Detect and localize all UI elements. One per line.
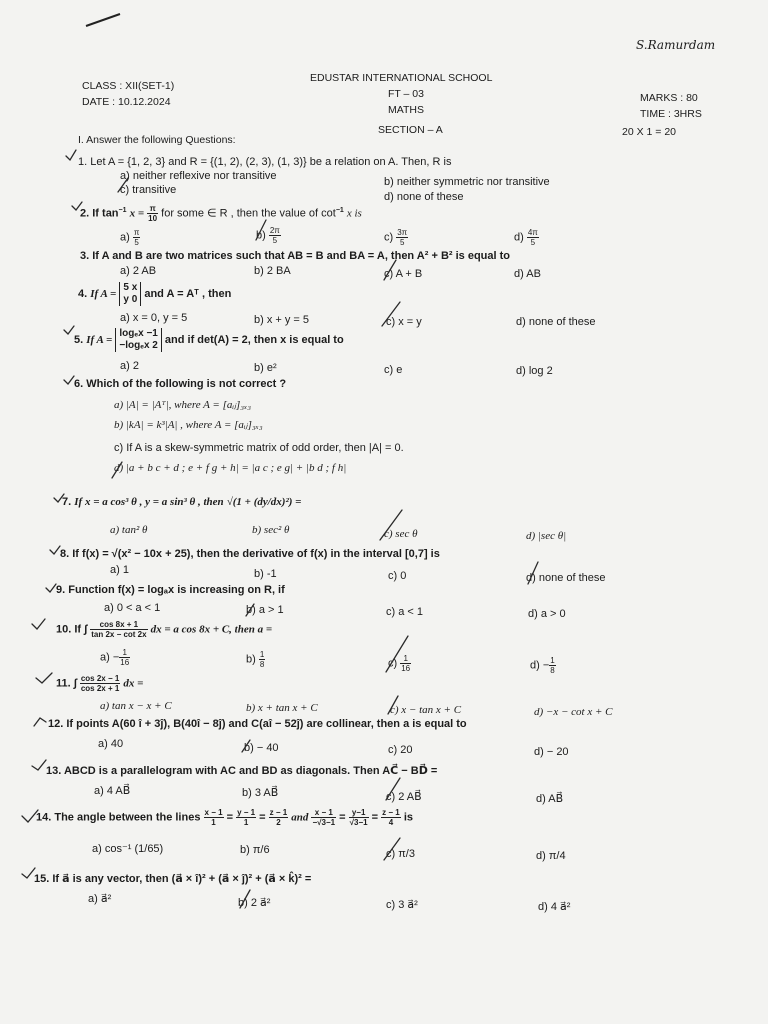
question-text-part: x is (346, 207, 362, 220)
option-d: d) $\frac{4\pi}{5}$ (514, 228, 538, 247)
question-number: 8. (60, 548, 70, 560)
fraction: $\frac{\pi}{10}$ (148, 204, 158, 223)
question-text: If a⃗ is any vector, then (a⃗ × î)² + (a⃗ × ĵ)² + (a⃗ × k̂)² = (52, 873, 312, 885)
option-c: c) $\frac{3\pi}{5}$ (384, 228, 408, 247)
option-c: c) x − tan x + C (390, 704, 462, 716)
answer-mark-q4 (382, 302, 400, 326)
question-text-part: The angle between the lines (54, 811, 201, 824)
question-text-part: If x = a cos³ θ , y = a sin³ θ , then (74, 496, 224, 508)
option-a: a) 1 (110, 564, 129, 576)
question-text-part: ∫ (73, 677, 77, 690)
question-text: If f(x) = √(x² − 10x + 25), then the derivative of f(x) in the interval [0,7] is (72, 548, 440, 560)
tick-mark-q11 (36, 673, 52, 683)
option-d: d) none of these (526, 572, 606, 584)
answer-mark-q13 (386, 778, 400, 800)
question-text-part: and A = Aᵀ , then (144, 287, 232, 300)
option-c: c) e (384, 364, 403, 376)
answer-mark-q3 (384, 260, 396, 280)
answer-mark-q15 (240, 890, 250, 908)
question-number: 2. (80, 207, 90, 220)
tick-mark-q15 (22, 868, 35, 878)
answer-mark-q11 (388, 696, 398, 714)
answer-mark-q2 (256, 220, 266, 240)
option-c: c) sec θ (384, 528, 418, 540)
answer-mark-q9 (246, 604, 254, 616)
option-a: a) 0 < a < 1 (104, 602, 161, 614)
option-c: c) π/3 (386, 848, 415, 860)
fraction: $\frac{\cos 2x - 1}{\cos 2x + 1}$ (80, 674, 120, 693)
question-number: 3. (80, 250, 90, 262)
option-d: d) − 20 (534, 746, 569, 758)
question-number: 7. (62, 496, 72, 508)
option-a: a) 40 (98, 738, 124, 750)
option-a: a) x = 0, y = 5 (120, 312, 188, 324)
option-b: b) neither symmetric nor transitive (384, 176, 550, 188)
option-a: a) tan² θ (110, 524, 148, 536)
question-14: 14. The angle between the lines $\frac{x - 1}{1}$ = $\frac{y - 1}{1}$ = $\frac{z - 1}{2}$ and $\frac{x - 1}{-√3-1}$ = $\frac{y-1}{√3-1}$ = $\frac{z - 1}{4}$ is (36, 808, 413, 827)
question-number: 5. (74, 333, 84, 346)
school-name: EDUSTAR INTERNATIONAL SCHOOL (310, 72, 493, 84)
question-number: 6. (74, 378, 84, 390)
option-c: c) If A is a skew-symmetric matrix of odd order, then |A| = 0. (114, 442, 404, 454)
superscript: −1 (335, 206, 344, 214)
option-d: d) none of these (384, 191, 464, 203)
tick-mark-q10 (32, 619, 45, 629)
option-d: d) AB⃗ (536, 793, 564, 805)
matrix: 5 x y 0 (119, 282, 141, 306)
tick-mark-q8 (50, 546, 60, 554)
option-c: c) x = y (386, 316, 422, 328)
tick-mark-q14 (22, 810, 38, 822)
option-c: c) 2 AB⃗ (386, 791, 422, 803)
question-number: 13. (46, 765, 62, 777)
answer-mark-q1 (118, 178, 128, 192)
option-b: b) x + y = 5 (254, 314, 310, 326)
matrix: logₑx −1 −logₑx 2 (115, 328, 162, 352)
question-text: If A and B are two matrices such that AB = B and BA = A, then A² + B² is equal to (92, 250, 511, 262)
exam-code: FT – 03 (388, 88, 424, 100)
option-c: c) A + B (384, 268, 423, 280)
option-b: b) x + tan x + C (246, 702, 318, 714)
question-text-part: for some ∈ R , then the value of cot (161, 207, 336, 220)
option-c: c) a < 1 (386, 606, 423, 618)
time-label: TIME : 3HRS (640, 108, 702, 120)
option-b: b) 2 BA (254, 265, 291, 277)
option-b: b) $\frac{2\pi}{5}$ (256, 226, 280, 245)
question-text-part: and (291, 811, 309, 824)
marks-label: MARKS : 80 (640, 92, 698, 104)
option-b: b) 3 AB⃗ (242, 787, 279, 799)
option-b: b) a > 1 (246, 604, 284, 616)
question-text-part: is (403, 811, 413, 824)
question-text: Let A = {1, 2, 3} and R = {(1, 2), (2, 3), (1, 3)} be a relation on A. Then, R is (90, 156, 452, 168)
option-b: b) π/6 (240, 844, 270, 856)
question-text-part: If ∫ (74, 623, 88, 636)
tick-mark-q9 (46, 584, 56, 592)
option-d: d) − $\frac{1}{8}$ (530, 656, 555, 675)
option-b: b) |kA| = k³|A| , where A = [aᵢⱼ]₃ₓ₃ (114, 419, 263, 431)
option-b: b) − 40 (244, 742, 279, 754)
subject: MATHS (388, 104, 424, 116)
option-b: b) e² (254, 362, 277, 374)
question-number: 10. (56, 623, 72, 636)
question-text: Function f(x) = logₐx is increasing on R, if (68, 584, 285, 596)
section-title: SECTION – A (378, 124, 443, 136)
tick-mark-q7 (54, 494, 64, 502)
tick-mark-q12 (34, 718, 46, 726)
question-text: If points A(60 î + 3ĵ), B(40î − 8ĵ) and C(aî − 52ĵ) are collinear, then a is equal to (66, 718, 467, 730)
section-marks: 20 X 1 = 20 (622, 126, 677, 138)
option-c: c) 3 a⃗² (386, 899, 418, 911)
question-number: 4. (78, 287, 88, 300)
option-d: d) |a + b c + d ; e + f g + h| = |a c ; e g| + |b d ; f h| (114, 462, 347, 474)
option-d: d) π/4 (536, 850, 566, 862)
tick-mark-q1 (66, 150, 76, 160)
option-c: c) $\frac{1}{16}$ (388, 654, 411, 673)
question-text: Which of the following is not correct ? (86, 378, 287, 390)
teacher-signature: S.Ramurdam (636, 38, 716, 52)
question-text-part: and if det(A) = 2, then x is equal to (164, 333, 344, 346)
option-a: a) neither reflexive nor transitive (120, 170, 277, 182)
answer-mark-q14 (384, 838, 400, 860)
answer-mark-q10 (386, 636, 408, 672)
tick-mark-q2 (72, 202, 82, 210)
option-a: a) |A| = |Aᵀ|, where A = [aᵢⱼ]₃ₓ₃ (114, 399, 252, 411)
option-c: c) 0 (388, 570, 407, 582)
question-text-part: x = (129, 207, 145, 220)
option-a: a) tan x − x + C (100, 700, 172, 712)
option-d: d) a > 0 (528, 608, 566, 620)
option-a: a) a⃗² (88, 893, 112, 905)
question-number: 9. (56, 584, 66, 596)
option-a: a) 2 AB (120, 265, 157, 277)
option-b: b) sec² θ (252, 524, 290, 536)
tick-mark-q5 (64, 326, 74, 334)
answer-mark-q6 (112, 462, 122, 478)
question-number: 14. (36, 811, 52, 824)
option-b: b) -1 (254, 568, 277, 580)
option-c: c) 20 (388, 744, 413, 756)
question-number: 1. (78, 156, 88, 168)
option-a: a) 2 (120, 360, 139, 372)
option-a: a) $\frac{\pi}{5}$ (120, 228, 140, 247)
superscript: −1 (118, 206, 127, 214)
answer-mark-q7 (380, 510, 402, 540)
answer-mark-q8 (528, 562, 538, 584)
option-a: a) − $\frac{1}{16}$ (100, 648, 130, 667)
option-b: b) $\frac{1}{8}$ (246, 650, 265, 669)
option-a: a) cos⁻¹ (1/65) (92, 843, 164, 855)
question-text-part: If A = (90, 287, 117, 300)
question-text-part: If tan (92, 207, 119, 220)
question-text: ABCD is a parallelogram with AC and BD as diagonals. Then AC⃗ − BD⃗ = (63, 765, 438, 777)
option-d: d) none of these (516, 316, 596, 328)
option-a: a) 4 AB⃗ (94, 785, 131, 797)
question-text-part: If A = (86, 333, 113, 346)
question-text-part: dx = a cos 8x + C, then a = (150, 623, 273, 636)
question-number: 15. (34, 873, 50, 885)
date-label: DATE : 10.12.2024 (82, 96, 171, 108)
question-number: 11. (56, 677, 71, 690)
tick-mark-q6 (64, 376, 74, 384)
question-text-part: √(1 + (dy/dx)²) = (226, 496, 302, 508)
question-text-part: dx = (123, 677, 144, 690)
option-d: d) |sec θ| (526, 530, 567, 542)
answer-mark-q12 (242, 740, 250, 752)
option-d: d) −x − cot x + C (534, 706, 613, 718)
instruction: I. Answer the following Questions: (78, 134, 236, 146)
option-c: c) transitive (120, 184, 177, 196)
class-label: CLASS : XII(SET-1) (82, 80, 175, 92)
option-d: d) AB (514, 268, 541, 280)
fraction: $\frac{\cos 8x + 1}{\tan 2x - \cot 2x}$ (91, 620, 147, 639)
option-d: d) 4 a⃗² (538, 901, 571, 913)
option-b: b) 2 a⃗² (238, 897, 271, 909)
tick-mark-q13 (32, 760, 46, 770)
option-d: d) log 2 (516, 365, 553, 377)
question-number: 12. (48, 718, 64, 730)
